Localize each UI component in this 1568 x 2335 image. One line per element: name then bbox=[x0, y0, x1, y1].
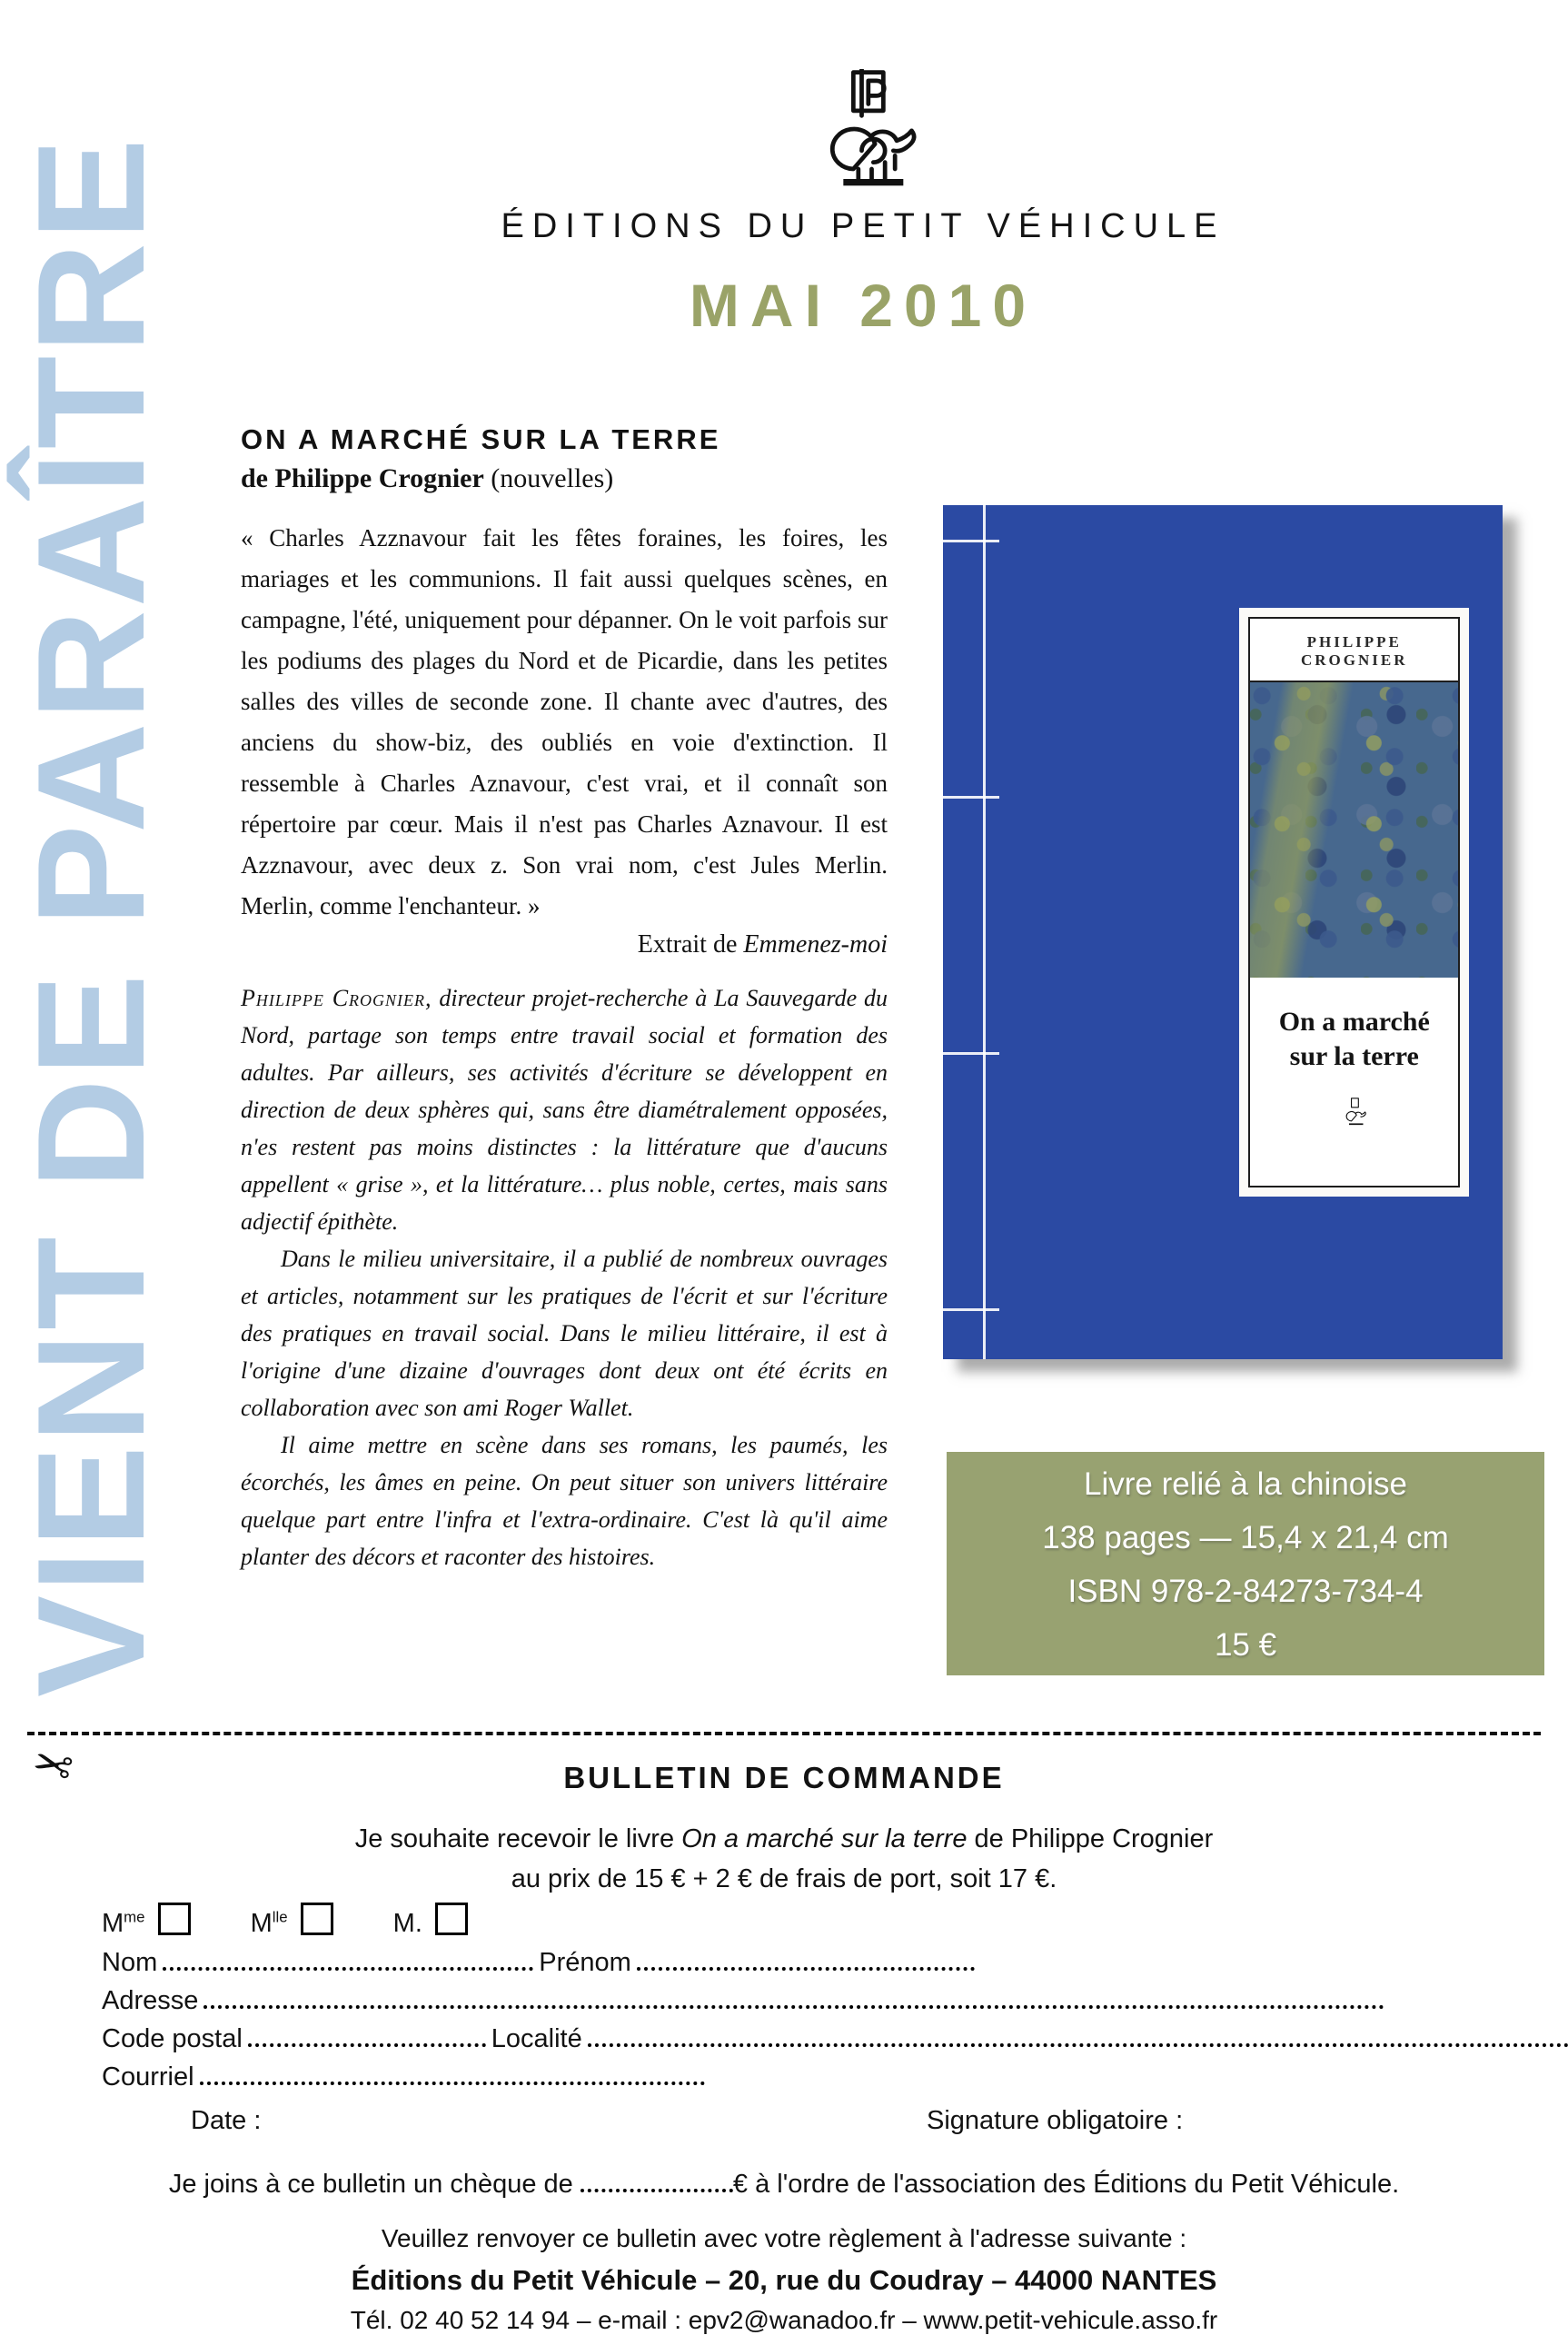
binding-stitch-tick bbox=[943, 540, 999, 542]
cover-title bbox=[1279, 1005, 1430, 1074]
elephant-logo-icon bbox=[816, 69, 918, 189]
bio-paragraph-1 bbox=[241, 979, 888, 1240]
publisher-name: ÉDITIONS DU PETIT VÉHICULE bbox=[501, 207, 1226, 245]
address-label: Adresse bbox=[102, 1986, 199, 2015]
info-price: 15 € bbox=[1214, 1627, 1277, 1663]
publisher-logo bbox=[816, 69, 918, 189]
cover-title-line1: On a marché bbox=[1278, 1006, 1430, 1037]
quote-source-title: Emmenez-moi bbox=[743, 930, 888, 959]
author-name: de Philippe Crognier bbox=[241, 463, 484, 493]
cover-label-frame bbox=[1248, 617, 1460, 1188]
publisher-contact: Tél. 02 40 52 14 94 – e-mail : epv2@wanadoo.fr – www.petit-vehicule.asso.fr bbox=[350, 2306, 1218, 2334]
firstname-label: Prénom bbox=[539, 1948, 631, 1977]
firstname-field[interactable] bbox=[637, 1962, 975, 1971]
binding-stitch-tick bbox=[943, 796, 999, 799]
cover-logo-icon bbox=[1343, 1098, 1366, 1126]
cheque-amount-field[interactable] bbox=[581, 2184, 733, 2192]
name-row bbox=[102, 1948, 980, 1978]
email-field[interactable] bbox=[200, 2077, 705, 2085]
binding-stitch-line bbox=[983, 505, 986, 1359]
bio-paragraph-3: Il aime mettre en scène dans ses romans, les paumés, les écorchés, les âmes en peine. On peut situer son univers littéraire quelque part entre l'infra et l'extra-ordinaire. C'est là qu'il aime planter des décors et raconter des histoires. bbox=[241, 1432, 888, 1570]
civility-mme-sup: me bbox=[124, 1908, 145, 1926]
article-column bbox=[241, 423, 888, 1575]
cheque-line bbox=[0, 2170, 1568, 2200]
email-label: Courriel bbox=[102, 2062, 194, 2092]
civility-mlle bbox=[251, 1909, 333, 1938]
civility-mlle-sup: lle bbox=[272, 1908, 288, 1926]
order-intro-prefix: Je souhaite recevoir le livre bbox=[354, 1824, 682, 1853]
date-label: Date : bbox=[191, 2106, 262, 2135]
order-intro-line2: au prix de 15 € + 2 € de frais de port, soit 17 €. bbox=[511, 1864, 1057, 1893]
book-cover-photo bbox=[943, 505, 1503, 1359]
info-isbn: ISBN 978-2-84273-734-4 bbox=[1067, 1574, 1424, 1609]
postalcode-row bbox=[102, 2024, 1568, 2054]
order-intro-book-title: On a marché sur la terre bbox=[681, 1824, 968, 1853]
book-title: ON A MARCHÉ SUR LA TERRE bbox=[241, 423, 721, 455]
cut-dashed-line bbox=[27, 1732, 1541, 1735]
quote-source-prefix: Extrait de bbox=[637, 930, 744, 959]
binding-stitch-tick bbox=[943, 1308, 999, 1311]
lastname-field[interactable] bbox=[163, 1962, 533, 1971]
bio-author-smallcaps: Philippe Crognier, bbox=[241, 985, 432, 1011]
send-instruction: Veuillez renvoyer ce bulletin avec votre règlement à l'adresse suivante : bbox=[381, 2224, 1187, 2252]
cheque-currency: € bbox=[732, 2170, 749, 2199]
city-label: Localité bbox=[491, 2024, 582, 2053]
civility-mlle-label: M bbox=[250, 1909, 273, 1938]
scissors-icon: ✂ bbox=[26, 1735, 78, 1797]
publisher-address: Éditions du Petit Véhicule – 20, rue du Coudray – 44000 NANTES bbox=[351, 2264, 1217, 2296]
book-excerpt-quote: « Charles Azznavour fait les fêtes foraines, les foires, les mariages et les communions. Il fait aussi quelques scènes, en campagne, l'été, uniquement pour dépanner. On le voit parfois sur les podiums des plages du Nord et de Picardie, dans les petites salles des villes de seconde zone. Il chante avec d'autres, des anciens du show-biz, des oubliés en voie d'extinction. Il ressemble à Charles Aznavour, c'est vrai, et il connaît son répertoire par cœur. Mais il n'est pas Charles Aznavour. Il est Azznavour, avec deux z. Son vrai nom, c'est Jules Merlin. Merlin, comme l'enchanteur. » bbox=[241, 524, 888, 919]
cheque-prefix: Je joins à ce bulletin un chèque de bbox=[168, 2170, 581, 2199]
issue-date: MAI 2010 bbox=[689, 272, 1037, 339]
civility-m-label: M. bbox=[392, 1909, 422, 1938]
vertical-banner-vient-de-paraitre: VIENT DE PARAÎTRE bbox=[5, 135, 176, 1697]
email-row bbox=[102, 2062, 710, 2092]
quote-source bbox=[241, 930, 888, 959]
signature-label: Signature obligatoire : bbox=[927, 2106, 1184, 2135]
postalcode-field[interactable] bbox=[248, 2039, 486, 2047]
cover-title-block bbox=[1250, 978, 1458, 1187]
info-binding: Livre relié à la chinoise bbox=[1083, 1466, 1407, 1502]
postalcode-label: Code postal bbox=[102, 2024, 243, 2053]
civility-mme-label: M bbox=[102, 1909, 124, 1938]
lastname-label: Nom bbox=[102, 1948, 158, 1977]
book-info-box bbox=[947, 1452, 1544, 1675]
civility-mlle-checkbox[interactable] bbox=[301, 1903, 333, 1935]
civility-m bbox=[393, 1909, 468, 1938]
address-row bbox=[102, 1986, 1390, 2016]
cover-label bbox=[1239, 608, 1469, 1197]
civility-row bbox=[102, 1903, 521, 1939]
order-intro-line1 bbox=[0, 1824, 1568, 1854]
civility-mme bbox=[102, 1909, 191, 1938]
info-pages-size: 138 pages — 15,4 x 21,4 cm bbox=[1042, 1520, 1449, 1555]
bio-paragraph-1-text: directeur projet-recherche à La Sauvegarde du Nord, partage son temps entre travail social et formation des adultes. Par ailleurs, ses activités d'écriture se développent en direction de deux sphères qui, sans être diamétralement opposées, n'es restent pas moins distinctes : la littérature que d'aucuns appellent « grise », et la littérature… plus noble, certes, mais sans adjectif épithète. bbox=[241, 985, 888, 1235]
author-line bbox=[241, 463, 888, 494]
author-genre: (nouvelles) bbox=[483, 463, 614, 493]
author-biography bbox=[241, 979, 888, 1575]
cover-title-line2: sur la terre bbox=[1289, 1040, 1419, 1071]
city-field[interactable] bbox=[588, 2039, 1568, 2047]
order-intro-suffix: de Philippe Crognier bbox=[967, 1824, 1214, 1853]
address-field[interactable] bbox=[203, 2001, 1384, 2009]
cover-author-name: PHILIPPE CROGNIER bbox=[1250, 619, 1458, 682]
bio-paragraph-2: Dans le milieu universitaire, il a publié de nombreux ouvrages et articles, notamment sur les pratiques de l'écrit et sur l'écriture des pratiques en travail social. Dans le milieu littéraire, il est à l'origine d'une dizaine d'ouvrages dont deux ont été écrits en collaboration avec son ami Roger Wallet. bbox=[241, 1246, 888, 1421]
civility-m-checkbox[interactable] bbox=[435, 1903, 468, 1935]
cheque-suffix: à l'ordre de l'association des Éditions du Petit Véhicule. bbox=[748, 2170, 1400, 2199]
civility-mme-checkbox[interactable] bbox=[158, 1903, 191, 1935]
binding-stitch-tick bbox=[943, 1052, 999, 1055]
order-form-heading: BULLETIN DE COMMANDE bbox=[563, 1761, 1005, 1794]
cover-artwork bbox=[1250, 682, 1458, 978]
